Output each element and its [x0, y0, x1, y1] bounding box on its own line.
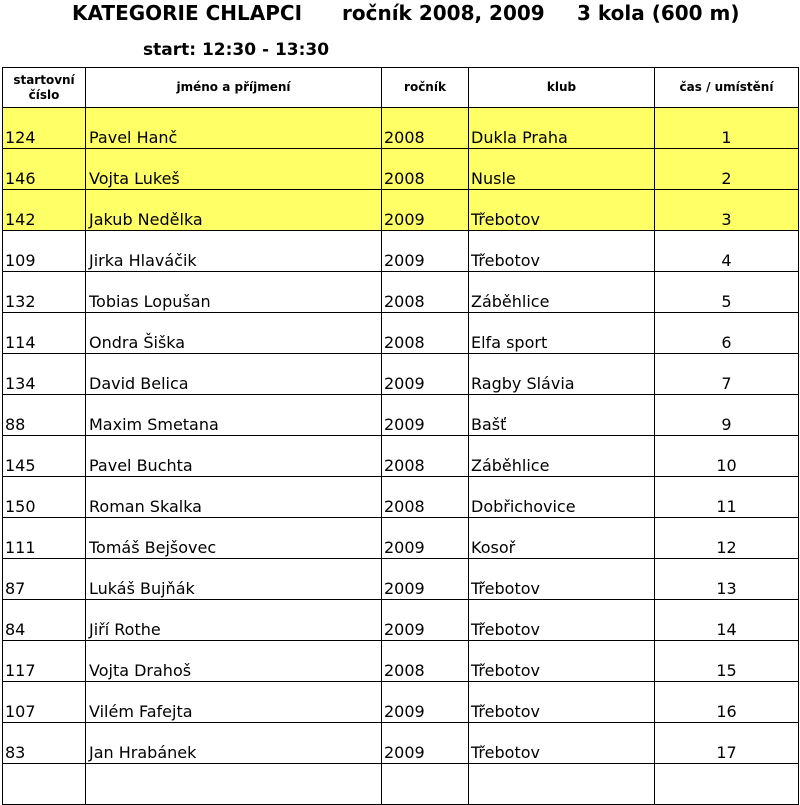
table-row	[3, 190, 799, 231]
laps-title: 3 kola (600 m)	[577, 1, 740, 25]
cell-name: Vilém Fafejta	[86, 682, 382, 723]
table-row	[3, 641, 799, 682]
cell-club: Ragby Slávia	[469, 354, 655, 395]
table-row	[3, 682, 799, 723]
table-row	[3, 477, 799, 518]
table-row	[3, 149, 799, 190]
cell-name: David Belica	[86, 354, 382, 395]
start-time: start: 12:30 - 13:30	[143, 40, 330, 60]
cell-club	[469, 764, 655, 805]
cell-name: Roman Skalka	[86, 477, 382, 518]
cell-year: 2009	[382, 682, 469, 723]
table-row	[3, 764, 799, 805]
cell-place: 6	[655, 313, 799, 354]
cell-club: Třebotov	[469, 559, 655, 600]
cell-club: Třebotov	[469, 682, 655, 723]
cell-year: 2009	[382, 395, 469, 436]
cell-club: Záběhlice	[469, 436, 655, 477]
cell-name: Vojta Lukeš	[86, 149, 382, 190]
cell-number: 107	[3, 682, 86, 723]
cell-year: 2009	[382, 354, 469, 395]
cell-name: Jirka Hlaváčik	[86, 231, 382, 272]
cell-place: 17	[655, 723, 799, 764]
col-header-number: startovní číslo	[3, 68, 86, 108]
cell-place: 13	[655, 559, 799, 600]
cell-name: Jiří Rothe	[86, 600, 382, 641]
table-row	[3, 723, 799, 764]
cell-club: Kosoř	[469, 518, 655, 559]
cell-place: 14	[655, 600, 799, 641]
cell-year: 2008	[382, 108, 469, 149]
results-table	[2, 67, 799, 805]
cell-year: 2008	[382, 641, 469, 682]
cell-name: Tomáš Bejšovec	[86, 518, 382, 559]
cell-place: 7	[655, 354, 799, 395]
table-row	[3, 395, 799, 436]
cell-year: 2009	[382, 723, 469, 764]
cell-place: 3	[655, 190, 799, 231]
cell-name: Tobias Lopušan	[86, 272, 382, 313]
cell-place: 5	[655, 272, 799, 313]
cell-place: 11	[655, 477, 799, 518]
cell-number: 87	[3, 559, 86, 600]
cell-year: 2008	[382, 436, 469, 477]
cell-name: Jakub Nedělka	[86, 190, 382, 231]
table-row	[3, 354, 799, 395]
cell-number: 111	[3, 518, 86, 559]
cell-number: 134	[3, 354, 86, 395]
cell-number: 150	[3, 477, 86, 518]
cell-place: 16	[655, 682, 799, 723]
cell-club: Bašť	[469, 395, 655, 436]
table-row	[3, 108, 799, 149]
cell-club: Elfa sport	[469, 313, 655, 354]
cell-name: Pavel Buchta	[86, 436, 382, 477]
title-row	[0, 0, 800, 30]
cell-place: 12	[655, 518, 799, 559]
cell-club: Nusle	[469, 149, 655, 190]
cell-number: 142	[3, 190, 86, 231]
cell-number: 88	[3, 395, 86, 436]
cell-number: 83	[3, 723, 86, 764]
cell-number: 84	[3, 600, 86, 641]
cell-year	[382, 764, 469, 805]
years-title: ročník 2008, 2009	[342, 1, 545, 25]
table-row	[3, 436, 799, 477]
cell-club: Záběhlice	[469, 272, 655, 313]
cell-club: Dukla Praha	[469, 108, 655, 149]
table-row	[3, 600, 799, 641]
cell-year: 2009	[382, 231, 469, 272]
cell-year: 2009	[382, 190, 469, 231]
cell-place: 1	[655, 108, 799, 149]
table-row	[3, 231, 799, 272]
cell-name: Maxim Smetana	[86, 395, 382, 436]
cell-club: Třebotov	[469, 641, 655, 682]
cell-place: 9	[655, 395, 799, 436]
col-header-name: jméno a příjmení	[86, 68, 382, 108]
cell-club: Třebotov	[469, 723, 655, 764]
cell-club: Třebotov	[469, 231, 655, 272]
cell-club: Dobřichovice	[469, 477, 655, 518]
cell-number: 124	[3, 108, 86, 149]
cell-place	[655, 764, 799, 805]
cell-club: Třebotov	[469, 190, 655, 231]
table-row	[3, 518, 799, 559]
col-header-club: klub	[469, 68, 655, 108]
cell-number	[3, 764, 86, 805]
table-row	[3, 559, 799, 600]
cell-place: 4	[655, 231, 799, 272]
cell-year: 2008	[382, 149, 469, 190]
cell-name	[86, 764, 382, 805]
cell-year: 2009	[382, 600, 469, 641]
table-row	[3, 272, 799, 313]
cell-number: 117	[3, 641, 86, 682]
cell-name: Vojta Drahoš	[86, 641, 382, 682]
cell-year: 2008	[382, 477, 469, 518]
table-row	[3, 313, 799, 354]
cell-place: 2	[655, 149, 799, 190]
cell-name: Jan Hrabánek	[86, 723, 382, 764]
cell-place: 15	[655, 641, 799, 682]
cell-number: 145	[3, 436, 86, 477]
cell-place: 10	[655, 436, 799, 477]
cell-number: 109	[3, 231, 86, 272]
col-header-place: čas / umístění	[655, 68, 799, 108]
category-title: KATEGORIE CHLAPCI	[72, 1, 303, 25]
cell-name: Ondra Šiška	[86, 313, 382, 354]
cell-year: 2009	[382, 559, 469, 600]
col-header-year: ročník	[382, 68, 469, 108]
cell-year: 2008	[382, 272, 469, 313]
cell-number: 114	[3, 313, 86, 354]
header-row	[3, 68, 799, 108]
cell-year: 2009	[382, 518, 469, 559]
cell-club: Třebotov	[469, 600, 655, 641]
cell-number: 146	[3, 149, 86, 190]
cell-number: 132	[3, 272, 86, 313]
cell-name: Lukáš Bujňák	[86, 559, 382, 600]
cell-year: 2008	[382, 313, 469, 354]
cell-name: Pavel Hanč	[86, 108, 382, 149]
